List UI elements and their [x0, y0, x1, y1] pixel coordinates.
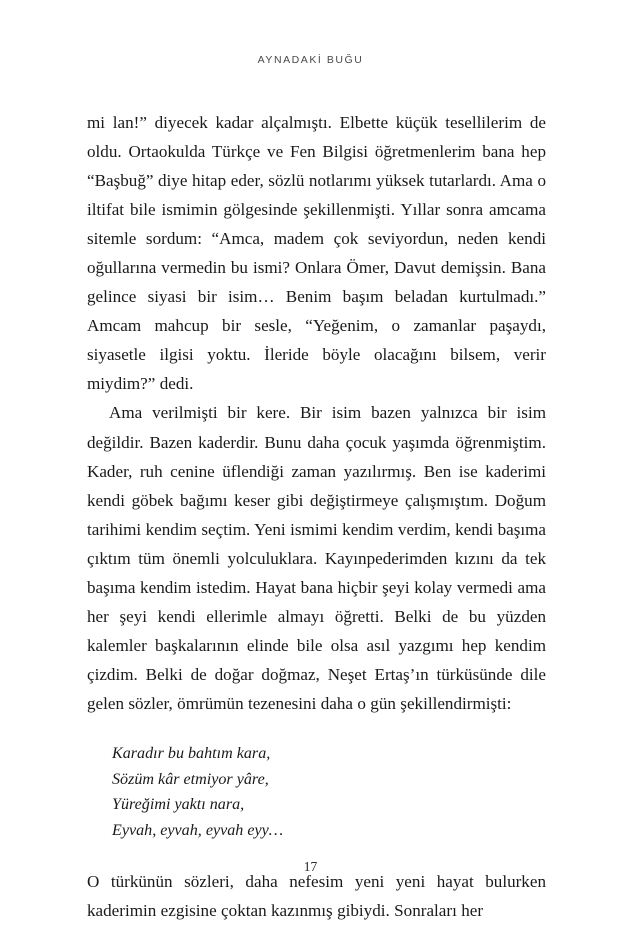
verse-line: Eyvah, eyvah, eyvah eyy… [112, 821, 284, 839]
text-block [87, 108, 546, 925]
verse-line: Karadır bu bahtım kara, [112, 744, 271, 762]
verse-line: Yüreğimi yaktı nara, [112, 796, 245, 814]
running-head: AYNADAKİ BUĞU [257, 54, 364, 66]
paragraph-closing: O türkünün sözleri, daha nefesim yeni yeni hayat bulurken kaderimin ezgisine çoktan kazınmış gibiydi. Sonraları her [87, 872, 546, 921]
paragraph-name-is-destiny: Ama verilmişti bir kere. Bir isim bazen yalnızca bir isim değildir. Bazen kaderdir. Bunu daha çocuk yaşımda öğrenmiştim. Kader, ruh cenine üflendiği zaman yazılırmış. Ben ise kaderimi kendi göbek bağımı keser gibi değiştirmeye çalışmıştım. Doğum tarihimi kendim seçtim. Yeni ismimi kendim verdim, kendi başıma çıktım tüm önemli yolculuklara. Kayınpederimden kızını da tek başıma kendim istedim. Hayat bana hiçbir şeyi kolay vermedi ama her şeyi kendi ellerimle almayı öğretti. Belki de bu yüzden kalemler başkalarının elinde bile olsa asıl yazgımı hep kendim çizdim. Belki de doğar doğmaz, Neşet Ertaş’ın türküsünde dile gelen sözler, ömrümün tezenesini daha o gün şekillendirmişti: [87, 403, 546, 713]
verse-line: Sözüm kâr etmiyor yâre, [112, 770, 269, 788]
page-number: 17 [303, 859, 318, 874]
verse-quotation [112, 741, 546, 843]
paragraph-continuation: mi lan!” diyecek kadar alçalmıştı. Elbette küçük tesellilerim de oldu. Ortaokulda Türkçe ve Fen Bilgisi öğretmenlerim bana hep “Başbuğ” diye hitap eder, sözlü notlarımı yüksek tutarlardı. Ama o iltifat bile ismimin gölgesinde şekillenmişti. Yıllar sonra amcama sitemle sordum: “Amca, madem çok seviyordun, neden kendi oğullarına vermedin bu ismi? Onlara Ömer, Davut demişsin. Bana gelince siyasi bir isim… Benim başım beladan kurtulmadı.” Amcam mahcup bir sesle, “Yeğenim, o zamanlar paşaydı, siyasetle ilgisi yoktu. İleride böyle olacağını bilsem, verir miydim?” dedi. [87, 113, 546, 394]
